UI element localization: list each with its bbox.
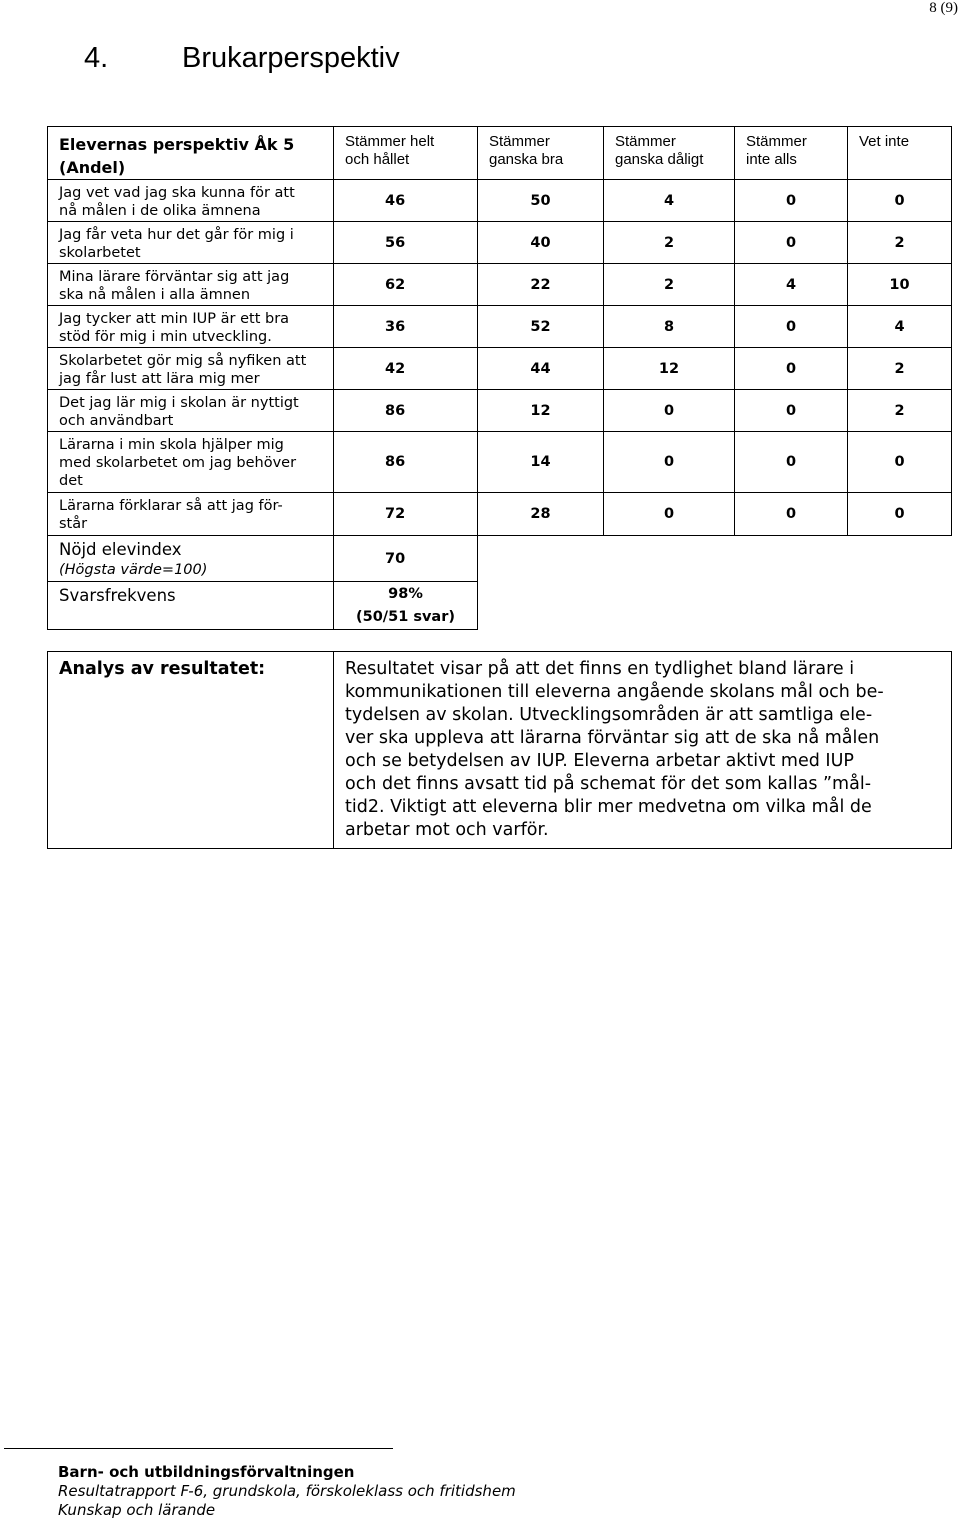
table-row <box>48 222 952 264</box>
value-cell: 4 <box>735 264 848 306</box>
response-row <box>48 582 952 630</box>
analysis-text-line: tydelsen av skolan. Utvecklingsområden är att samtliga ele- <box>345 705 873 725</box>
value-cell: 0 <box>735 432 848 493</box>
value-cell: 0 <box>735 222 848 264</box>
footer-report-title: Resultatrapport F-6, grundskola, förskoleklass och fritidshem <box>58 1482 516 1500</box>
value-cell: 86 <box>334 432 478 493</box>
index-note: (Högsta värde=100) <box>59 561 208 578</box>
analysis-text-line: arbetar mot och varför. <box>345 820 549 840</box>
question-line: Lärarna i min skola hjälper mig <box>59 437 284 453</box>
column-header <box>604 127 735 180</box>
analysis-label: Analys av resultatet: <box>48 652 334 849</box>
value-cell: 2 <box>848 222 952 264</box>
index-label: Nöjd elevindex <box>59 539 182 559</box>
value-cell: 0 <box>848 432 952 493</box>
value-cell: 12 <box>604 348 735 390</box>
index-value: 70 <box>334 536 478 582</box>
value-cell: 72 <box>334 493 478 536</box>
question-cell <box>48 180 334 222</box>
question-line: Jag vet vad jag ska kunna för att <box>59 185 295 201</box>
index-label-cell <box>48 536 334 582</box>
value-cell: 2 <box>604 222 735 264</box>
value-cell: 0 <box>848 180 952 222</box>
question-line: Lärarna förklarar så att jag för- <box>59 498 283 514</box>
question-cell <box>48 390 334 432</box>
section-number: 4. <box>84 42 109 74</box>
question-line: jag får lust att lära mig mer <box>59 371 260 387</box>
table-row <box>48 493 952 536</box>
value-cell: 10 <box>848 264 952 306</box>
column-header <box>334 127 478 180</box>
section-title: Brukarperspektiv <box>182 42 400 74</box>
table-row <box>48 432 952 493</box>
value-cell: 86 <box>334 390 478 432</box>
analysis-text-line: och se betydelsen av IUP. Eleverna arbetar aktivt med IUP <box>345 751 854 771</box>
question-line: ska nå målen i alla ämnen <box>59 287 251 303</box>
value-cell: 0 <box>604 390 735 432</box>
analysis-row <box>48 652 952 849</box>
page-footer <box>58 1463 516 1520</box>
question-cell <box>48 432 334 493</box>
question-cell <box>48 264 334 306</box>
analysis-text-line: kommunikationen till eleverna angående skolans mål och be- <box>345 682 884 702</box>
value-cell: 2 <box>604 264 735 306</box>
footer-organization: Barn- och utbildningsförvaltningen <box>58 1463 355 1481</box>
column-header-line: inte alls <box>746 151 797 168</box>
question-cell <box>48 222 334 264</box>
value-cell: 0 <box>604 493 735 536</box>
value-cell: 52 <box>478 306 604 348</box>
analysis-table <box>47 651 952 849</box>
column-header <box>848 127 952 180</box>
analysis-text <box>334 652 952 849</box>
column-header-line: Stämmer <box>746 133 807 150</box>
table-row <box>48 306 952 348</box>
question-line: Det jag lär mig i skolan är nyttigt <box>59 395 299 411</box>
page-number: 8 (9) <box>929 0 958 16</box>
response-detail: (50/51 svar) <box>356 609 455 625</box>
analysis-text-line: Resultatet visar på att det finns en tydlighet bland lärare i <box>345 659 855 679</box>
question-line: stöd för mig i min utveckling. <box>59 329 272 345</box>
survey-title-line: Elevernas perspektiv Åk 5 <box>59 135 295 154</box>
column-header-line: Stämmer helt <box>345 133 435 150</box>
value-cell: 2 <box>848 390 952 432</box>
response-label: Svarsfrekvens <box>59 586 176 605</box>
footer-divider <box>4 1448 393 1449</box>
value-cell: 46 <box>334 180 478 222</box>
footer-subtitle: Kunskap och lärande <box>58 1501 216 1519</box>
column-header-line: ganska dåligt <box>615 151 704 168</box>
question-line: med skolarbetet om jag behöver <box>59 455 297 471</box>
value-cell: 8 <box>604 306 735 348</box>
column-header-line: Stämmer <box>489 133 550 150</box>
value-cell: 56 <box>334 222 478 264</box>
survey-table <box>47 126 952 630</box>
value-cell: 22 <box>478 264 604 306</box>
question-cell <box>48 493 334 536</box>
value-cell: 42 <box>334 348 478 390</box>
survey-title-line: (Andel) <box>59 158 126 177</box>
section-heading <box>84 42 400 75</box>
question-line: Jag tycker att min IUP är ett bra <box>59 311 290 327</box>
value-cell: 0 <box>735 306 848 348</box>
response-value: 98% <box>388 586 423 602</box>
value-cell: 62 <box>334 264 478 306</box>
response-value-cell <box>334 582 478 630</box>
question-line: det <box>59 473 83 489</box>
value-cell: 28 <box>478 493 604 536</box>
column-header-line: och hållet <box>345 151 410 168</box>
value-cell: 0 <box>735 390 848 432</box>
empty-cell <box>478 536 952 582</box>
survey-title <box>48 127 334 180</box>
column-header-line: Stämmer <box>615 133 676 150</box>
table-row <box>48 390 952 432</box>
empty-cell <box>478 582 952 630</box>
value-cell: 14 <box>478 432 604 493</box>
column-header-line: ganska bra <box>489 151 564 168</box>
column-header <box>478 127 604 180</box>
value-cell: 4 <box>848 306 952 348</box>
index-row <box>48 536 952 582</box>
value-cell: 0 <box>735 348 848 390</box>
table-row <box>48 348 952 390</box>
question-line: Skolarbetet gör mig så nyfiken att <box>59 353 307 369</box>
table-row <box>48 180 952 222</box>
value-cell: 36 <box>334 306 478 348</box>
question-line: Mina lärare förväntar sig att jag <box>59 269 290 285</box>
analysis-text-line: och det finns avsatt tid på schemat för det som kallas ”mål- <box>345 774 872 794</box>
value-cell: 40 <box>478 222 604 264</box>
question-cell <box>48 348 334 390</box>
column-header <box>735 127 848 180</box>
question-line: och användbart <box>59 413 174 429</box>
value-cell: 50 <box>478 180 604 222</box>
value-cell: 44 <box>478 348 604 390</box>
value-cell: 2 <box>848 348 952 390</box>
question-cell <box>48 306 334 348</box>
analysis-text-line: tid2. Viktigt att eleverna blir mer medvetna om vilka mål de <box>345 797 872 817</box>
value-cell: 0 <box>604 432 735 493</box>
analysis-text-line: ver ska uppleva att lärarna förväntar sig att de ska nå målen <box>345 728 880 748</box>
survey-header-row <box>48 127 952 180</box>
question-line: skolarbetet <box>59 245 141 261</box>
question-line: står <box>59 516 88 532</box>
value-cell: 0 <box>735 493 848 536</box>
value-cell: 4 <box>604 180 735 222</box>
value-cell: 0 <box>848 493 952 536</box>
column-header-line: Vet inte <box>859 133 910 150</box>
response-label-cell <box>48 582 334 630</box>
value-cell: 12 <box>478 390 604 432</box>
question-line: nå målen i de olika ämnena <box>59 203 261 219</box>
value-cell: 0 <box>735 180 848 222</box>
table-row <box>48 264 952 306</box>
question-line: Jag får veta hur det går för mig i <box>59 227 294 243</box>
